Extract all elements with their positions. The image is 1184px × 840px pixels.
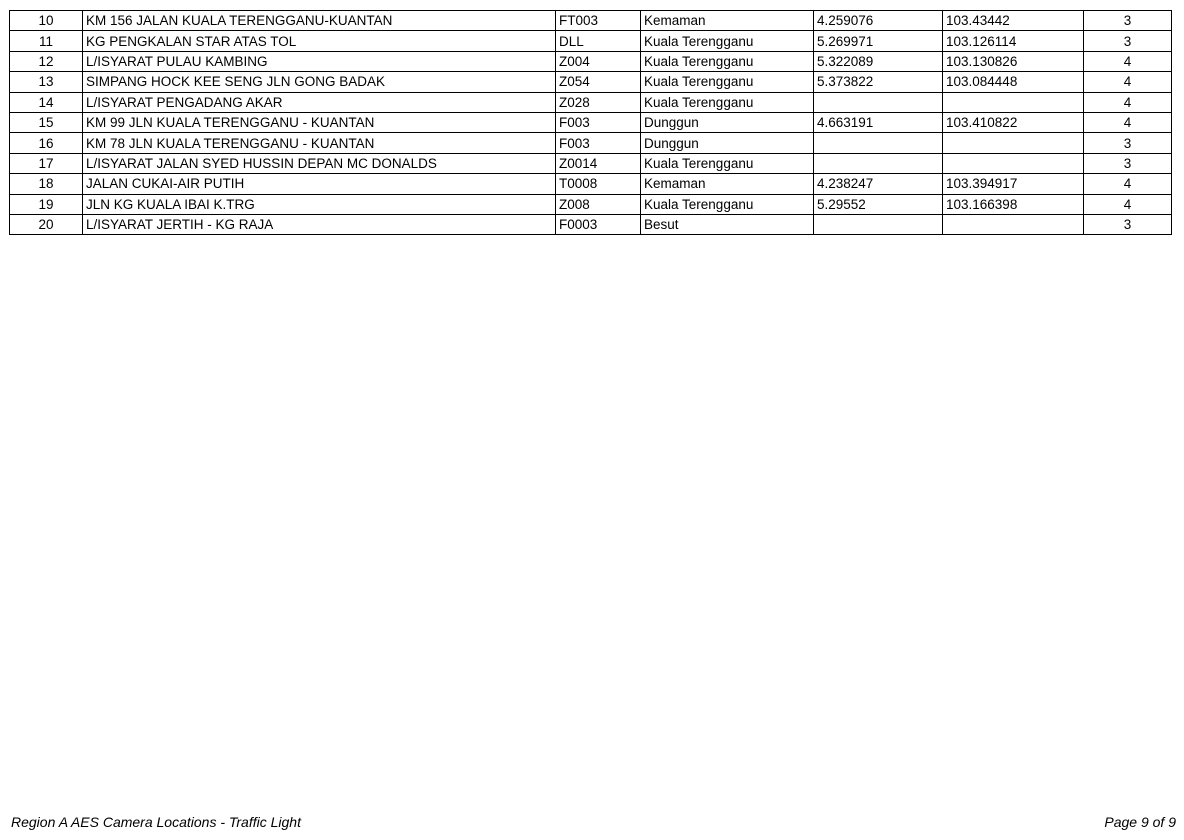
cell-road-code: T0008 [556, 174, 641, 194]
cell-road-code: Z004 [556, 51, 641, 71]
cell-no: 19 [10, 194, 83, 214]
cell-no: 18 [10, 174, 83, 194]
cell-district: Kuala Terengganu [641, 92, 814, 112]
cell-lanes: 4 [1084, 51, 1172, 71]
cell-location: SIMPANG HOCK KEE SENG JLN GONG BADAK [83, 72, 556, 92]
table-row [10, 174, 1172, 194]
cell-latitude: 5.29552 [814, 194, 943, 214]
cell-road-code: F003 [556, 133, 641, 153]
cell-road-code: Z0014 [556, 153, 641, 173]
cell-longitude: 103.394917 [943, 174, 1084, 194]
cell-longitude: 103.410822 [943, 112, 1084, 132]
cell-no: 14 [10, 92, 83, 112]
cell-no: 12 [10, 51, 83, 71]
cell-no: 17 [10, 153, 83, 173]
cell-no: 11 [10, 31, 83, 51]
cell-location: L/ISYARAT JALAN SYED HUSSIN DEPAN MC DONALDS [83, 153, 556, 173]
cell-district: Kuala Terengganu [641, 72, 814, 92]
table-row [10, 133, 1172, 153]
cell-latitude: 5.373822 [814, 72, 943, 92]
cell-location: JLN KG KUALA IBAI K.TRG [83, 194, 556, 214]
cell-district: Kuala Terengganu [641, 153, 814, 173]
table-row [10, 214, 1172, 234]
cell-latitude [814, 92, 943, 112]
cell-road-code: F003 [556, 112, 641, 132]
table-row [10, 92, 1172, 112]
cell-lanes: 3 [1084, 153, 1172, 173]
cell-district: Kemaman [641, 174, 814, 194]
cell-longitude [943, 214, 1084, 234]
cell-lanes: 4 [1084, 92, 1172, 112]
cell-latitude: 5.269971 [814, 31, 943, 51]
cell-road-code: Z028 [556, 92, 641, 112]
cell-location: L/ISYARAT PULAU KAMBING [83, 51, 556, 71]
cell-lanes: 4 [1084, 72, 1172, 92]
cell-no: 20 [10, 214, 83, 234]
cell-lanes: 3 [1084, 214, 1172, 234]
cell-lanes: 3 [1084, 133, 1172, 153]
cell-district: Besut [641, 214, 814, 234]
table-row [10, 153, 1172, 173]
cell-latitude: 4.238247 [814, 174, 943, 194]
cell-lanes: 4 [1084, 112, 1172, 132]
document-footer-title: Region A AES Camera Locations - Traffic Light [11, 814, 301, 830]
cell-district: Dunggun [641, 112, 814, 132]
table-row [10, 112, 1172, 132]
cell-longitude [943, 153, 1084, 173]
table-row [10, 11, 1172, 31]
cell-latitude [814, 214, 943, 234]
cell-longitude [943, 133, 1084, 153]
cell-lanes: 3 [1084, 31, 1172, 51]
cell-longitude: 103.43442 [943, 11, 1084, 31]
cell-district: Kuala Terengganu [641, 31, 814, 51]
cell-location: KM 99 JLN KUALA TERENGGANU - KUANTAN [83, 112, 556, 132]
table-row [10, 51, 1172, 71]
cell-longitude [943, 92, 1084, 112]
cell-longitude: 103.126114 [943, 31, 1084, 51]
cell-road-code: Z008 [556, 194, 641, 214]
cell-road-code: Z054 [556, 72, 641, 92]
cell-road-code: FT003 [556, 11, 641, 31]
page-number: Page 9 of 9 [1104, 814, 1176, 830]
cell-no: 15 [10, 112, 83, 132]
cell-latitude: 4.259076 [814, 11, 943, 31]
cell-no: 10 [10, 11, 83, 31]
cell-lanes: 4 [1084, 174, 1172, 194]
cell-longitude: 103.084448 [943, 72, 1084, 92]
camera-locations-table [9, 10, 1172, 235]
cell-location: KG PENGKALAN STAR ATAS TOL [83, 31, 556, 51]
cell-location: L/ISYARAT PENGADANG AKAR [83, 92, 556, 112]
table-row [10, 31, 1172, 51]
cell-latitude [814, 153, 943, 173]
cell-district: Kuala Terengganu [641, 194, 814, 214]
cell-latitude [814, 133, 943, 153]
cell-latitude: 4.663191 [814, 112, 943, 132]
cell-district: Dunggun [641, 133, 814, 153]
cell-location: KM 78 JLN KUALA TERENGGANU - KUANTAN [83, 133, 556, 153]
cell-lanes: 4 [1084, 194, 1172, 214]
cell-longitude: 103.130826 [943, 51, 1084, 71]
cell-district: Kemaman [641, 11, 814, 31]
cell-longitude: 103.166398 [943, 194, 1084, 214]
cell-no: 16 [10, 133, 83, 153]
cell-road-code: F0003 [556, 214, 641, 234]
cell-location: KM 156 JALAN KUALA TERENGGANU-KUANTAN [83, 11, 556, 31]
cell-location: L/ISYARAT JERTIH - KG RAJA [83, 214, 556, 234]
table-row [10, 194, 1172, 214]
cell-location: JALAN CUKAI-AIR PUTIH [83, 174, 556, 194]
cell-road-code: DLL [556, 31, 641, 51]
cell-district: Kuala Terengganu [641, 51, 814, 71]
cell-lanes: 3 [1084, 11, 1172, 31]
cell-latitude: 5.322089 [814, 51, 943, 71]
cell-no: 13 [10, 72, 83, 92]
table-body [10, 11, 1172, 235]
table-row [10, 72, 1172, 92]
